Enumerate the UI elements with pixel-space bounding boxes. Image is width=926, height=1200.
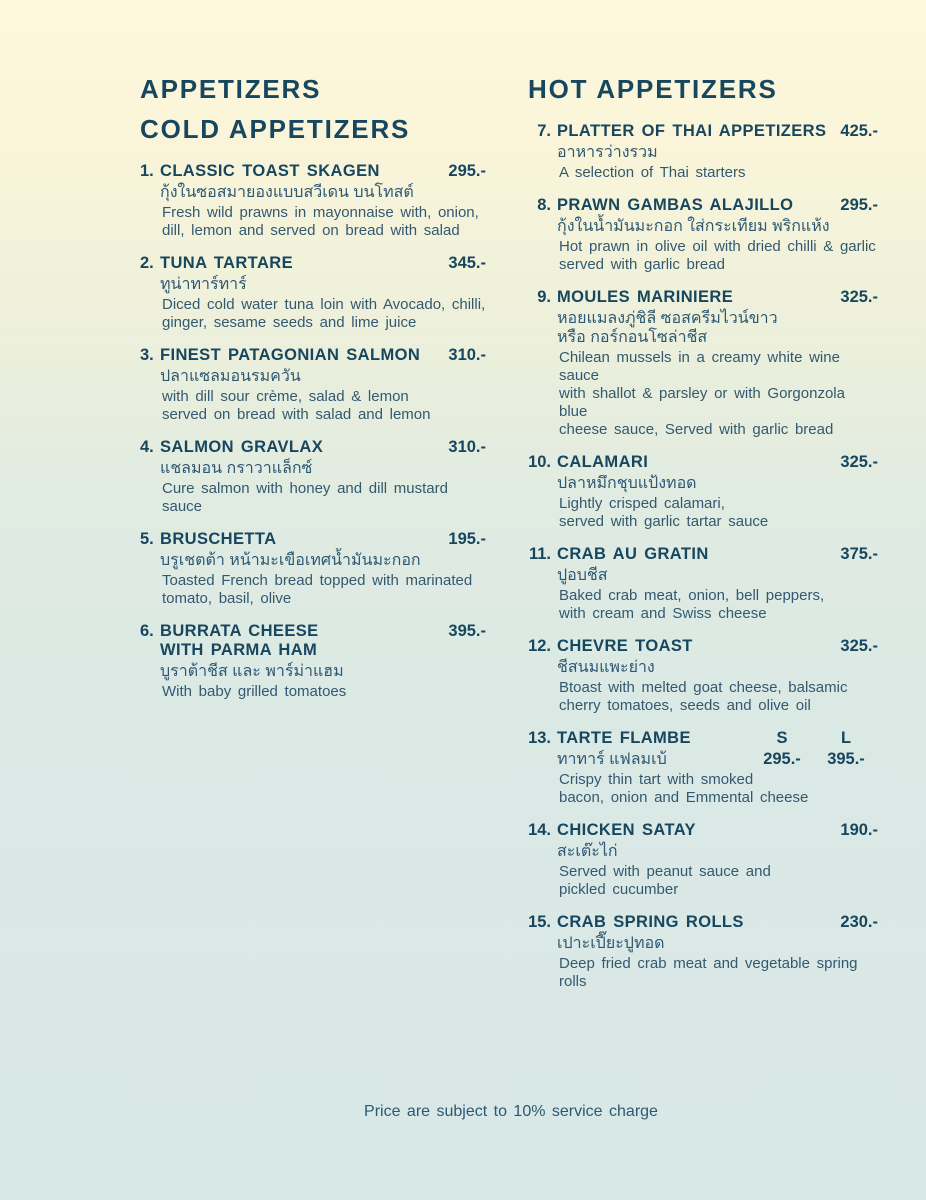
item-description: Crispy thin tart with smoked <box>559 771 754 788</box>
item-description: Btoast with melted goat cheese, balsamic <box>559 679 848 696</box>
item-number: 14. <box>528 821 551 839</box>
item-thai: เปาะเปี๊ยะปูทอด <box>557 935 665 952</box>
item-description: Deep fried crab meat and vegetable spring rolls <box>559 955 858 990</box>
item-price: 295.- <box>840 196 878 214</box>
menu-item <box>528 545 878 623</box>
section-title: APPETIZERS <box>140 74 322 104</box>
item-description: Chilean mussels in a creamy white wine sauce <box>559 349 840 384</box>
item-title: CHEVRE TOAST <box>557 637 693 655</box>
item-description: served on bread with salad and lemon <box>162 406 431 423</box>
menu-item <box>140 438 486 516</box>
item-description: dill, lemon and served on bread with salad <box>162 222 460 239</box>
item-title: SALMON GRAVLAX <box>160 438 324 456</box>
item-description: Lightly crisped calamari, <box>559 495 725 512</box>
item-thai: ชีสนมแพะย่าง <box>557 659 655 676</box>
item-title: PRAWN GAMBAS ALAJILLO <box>557 196 794 214</box>
menu-item <box>528 122 878 182</box>
item-thai: อาหารว่างรวม <box>557 144 658 161</box>
section-headers <box>140 76 486 142</box>
item-description: served with garlic tartar sauce <box>559 513 769 530</box>
item-title: CRAB AU GRATIN <box>557 545 709 563</box>
item-thai: ทูน่าทาร์ทาร์ <box>160 276 247 293</box>
item-title: TARTE FLAMBE <box>557 729 691 747</box>
menu-item <box>528 913 878 991</box>
item-number: 9. <box>537 288 551 306</box>
item-description: Diced cold water tuna loin with Avocado, chilli, <box>162 296 486 313</box>
menu-item <box>528 196 878 274</box>
item-thai: สะเต๊ะไก่ <box>557 843 618 860</box>
item-price: 190.- <box>840 821 878 839</box>
item-number: 13. <box>528 729 551 747</box>
item-description: ginger, sesame seeds and lime juice <box>162 314 417 331</box>
item-price: 395.- <box>827 750 865 768</box>
item-number: 3. <box>140 346 154 364</box>
item-description: pickled cucumber <box>559 881 679 898</box>
item-thai: บรูเชตต้า หน้ามะเขือเทศน้ำมันมะกอก <box>160 552 421 569</box>
item-number: 11. <box>528 545 551 563</box>
menu-item <box>140 346 486 424</box>
size-label: L <box>840 729 852 747</box>
item-number: 1. <box>140 162 154 180</box>
item-price: 325.- <box>840 288 878 306</box>
item-number: 6. <box>140 622 154 640</box>
size-labels <box>750 729 878 748</box>
item-description: With baby grilled tomatoes <box>162 683 347 700</box>
item-price: 325.- <box>840 453 878 471</box>
item-description: served with garlic bread <box>559 256 725 273</box>
item-title: BURRATA CHEESE <box>160 622 319 640</box>
item-description: Fresh wild prawns in mayonnaise with, onion, <box>162 204 479 221</box>
item-price: 230.- <box>840 913 878 931</box>
item-title: CHICKEN SATAY <box>557 821 696 839</box>
item-title: CLASSIC TOAST SKAGEN <box>160 162 380 180</box>
item-thai: ปลาหมึกชุบแป้งทอด <box>557 475 697 492</box>
item-number: 12. <box>528 637 551 655</box>
item-price: 375.- <box>840 545 878 563</box>
item-price: 310.- <box>448 438 486 456</box>
item-price: 395.- <box>448 622 486 640</box>
size-label: S <box>776 729 788 747</box>
size-prices <box>750 750 878 769</box>
item-price: 345.- <box>448 254 486 272</box>
menu-item <box>528 288 878 439</box>
item-title: CALAMARI <box>557 453 649 471</box>
section-title: COLD APPETIZERS <box>140 114 411 144</box>
menu-item <box>140 162 486 240</box>
menu-item <box>528 453 878 531</box>
column-hot-appetizers <box>528 76 878 1005</box>
footer-note: Price are subject to 10% service charge <box>364 1103 658 1120</box>
column-cold-appetizers <box>140 76 486 715</box>
item-number: 5. <box>140 530 154 548</box>
item-description: with cream and Swiss cheese <box>559 605 767 622</box>
item-price: 295.- <box>763 750 801 768</box>
item-description: Baked crab meat, onion, bell peppers, <box>559 587 825 604</box>
section-headers <box>528 76 878 102</box>
item-thai: หรือ กอร์กอนโซล่าชีส <box>557 329 708 346</box>
item-title: FINEST PATAGONIAN SALMON <box>160 346 421 364</box>
menu-item <box>140 622 486 701</box>
item-price: 310.- <box>448 346 486 364</box>
item-price: 425.- <box>840 122 878 140</box>
item-thai: หอยแมลงภู่ชิลี ซอสครีมไวน์ขาว <box>557 310 778 327</box>
item-description: A selection of Thai starters <box>559 164 746 181</box>
item-description: with dill sour crème, salad & lemon <box>162 388 409 405</box>
item-title: BRUSCHETTA <box>160 530 277 548</box>
item-title: TUNA TARTARE <box>160 254 293 272</box>
menu-item <box>140 254 486 332</box>
item-title: CRAB SPRING ROLLS <box>557 913 744 931</box>
item-title: WITH PARMA HAM <box>160 641 318 659</box>
item-price: 295.- <box>448 162 486 180</box>
item-thai: บูราต้าชีส และ พาร์ม่าแฮม <box>160 663 344 680</box>
item-number: 7. <box>537 122 551 140</box>
item-title: MOULES MARINIERE <box>557 288 734 306</box>
section-title: HOT APPETIZERS <box>528 74 778 104</box>
item-description: bacon, onion and Emmental cheese <box>559 789 809 806</box>
item-description: Served with peanut sauce and <box>559 863 771 880</box>
item-description: Hot prawn in olive oil with dried chilli & garlic <box>559 238 876 255</box>
menu-item <box>528 729 878 807</box>
item-title: PLATTER OF THAI APPETIZERS <box>557 122 827 140</box>
item-number: 15. <box>528 913 551 931</box>
menu-item <box>140 530 486 608</box>
item-thai: ทาทาร์ แฟลมเบ้ <box>557 751 667 768</box>
item-description: Cure salmon with honey and dill mustard sauce <box>162 480 448 515</box>
menu-item <box>528 821 878 899</box>
item-thai: กุ้งในน้ำมันมะกอก ใส่กระเทียม พริกแห้ง <box>557 218 830 235</box>
item-description: cheese sauce, Served with garlic bread <box>559 421 834 438</box>
item-description: Toasted French bread topped with marinated <box>162 572 473 589</box>
item-price: 325.- <box>840 637 878 655</box>
item-thai: ปลาแซลมอนรมควัน <box>160 368 301 385</box>
item-thai: ปูอบชีส <box>557 567 608 584</box>
menu-item <box>528 637 878 715</box>
item-number: 8. <box>537 196 551 214</box>
item-price: 195.- <box>448 530 486 548</box>
item-number: 2. <box>140 254 154 272</box>
item-number: 10. <box>528 453 551 471</box>
item-description: with shallot & parsley or with Gorgonzola blue <box>559 385 845 420</box>
item-description: tomato, basil, olive <box>162 590 292 607</box>
item-thai: กุ้งในซอสมายองแบบสวีเดน บนโทสต์ <box>160 184 414 201</box>
item-description: cherry tomatoes, seeds and olive oil <box>559 697 811 714</box>
item-number: 4. <box>140 438 154 456</box>
item-thai: แชลมอน กราวาแล็กซ์ <box>160 460 313 477</box>
